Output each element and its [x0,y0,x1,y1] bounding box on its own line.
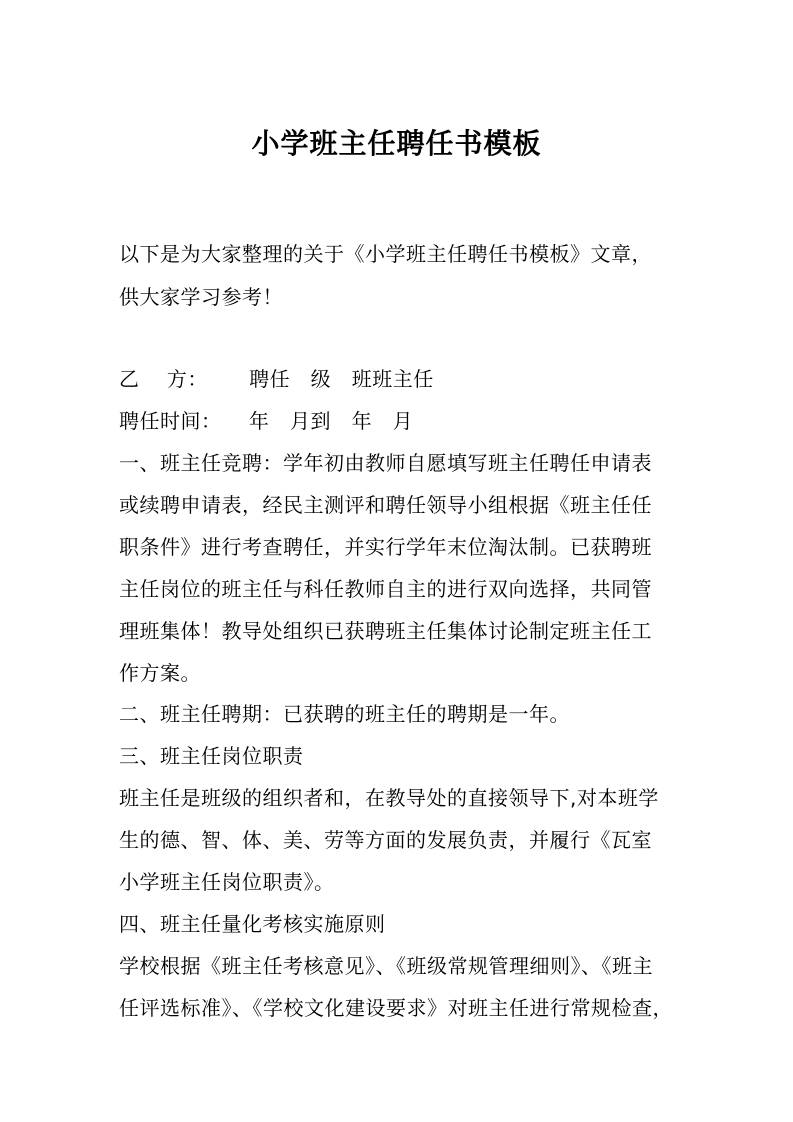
paragraph-line: 理班集体！教导处组织已获聘班主任集体讨论制定班主任工 [119,619,652,643]
paragraph-line: 职条件》进行考查聘任，并实行学年末位淘汰制。已获聘班 [119,535,652,559]
paragraph-line: 任评选标准》、《学校文化建设要求》对班主任进行常规检查， [119,996,673,1020]
paragraph-line: 学校根据《班主任考核意见》、《班级常规管理细则》、《班主 [119,954,653,978]
paragraph-line: 一、班主任竞聘：学年初由教师自愿填写班主任聘任申请表 [119,451,652,475]
section-heading: 二、班主任聘期：已获聘的班主任的聘期是一年。 [119,702,570,726]
intro-line-2: 供大家学习参考！ [119,285,283,309]
paragraph-line: 班主任是班级的组织者和，在教导处的直接领导下,对本班学 [119,786,659,810]
document-title: 小学班主任聘任书模板 [251,127,542,160]
intro-line-1: 以下是为大家整理的关于《小学班主任聘任书模板》文章， [119,242,652,266]
paragraph-line: 小学班主任岗位职责》。 [119,870,335,894]
term-time-line: 聘任时间： 年 月到 年 月 [119,409,414,433]
section-heading: 四、班主任量化考核实施原则 [119,912,386,936]
party-b-line: 乙 方： 聘任 级 班班主任 [119,367,434,391]
paragraph-line: 主任岗位的班主任与科任教师自主的进行双向选择，共同管 [119,577,652,601]
section-heading: 三、班主任岗位职责 [119,744,304,768]
paragraph-line: 生的德、智、体、美、劳等方面的发展负责，并履行《瓦室 [119,828,652,852]
paragraph-line: 或续聘申请表，经民主测评和聘任领导小组根据《班主任任 [119,493,652,517]
paragraph-line: 作方案。 [119,661,201,685]
